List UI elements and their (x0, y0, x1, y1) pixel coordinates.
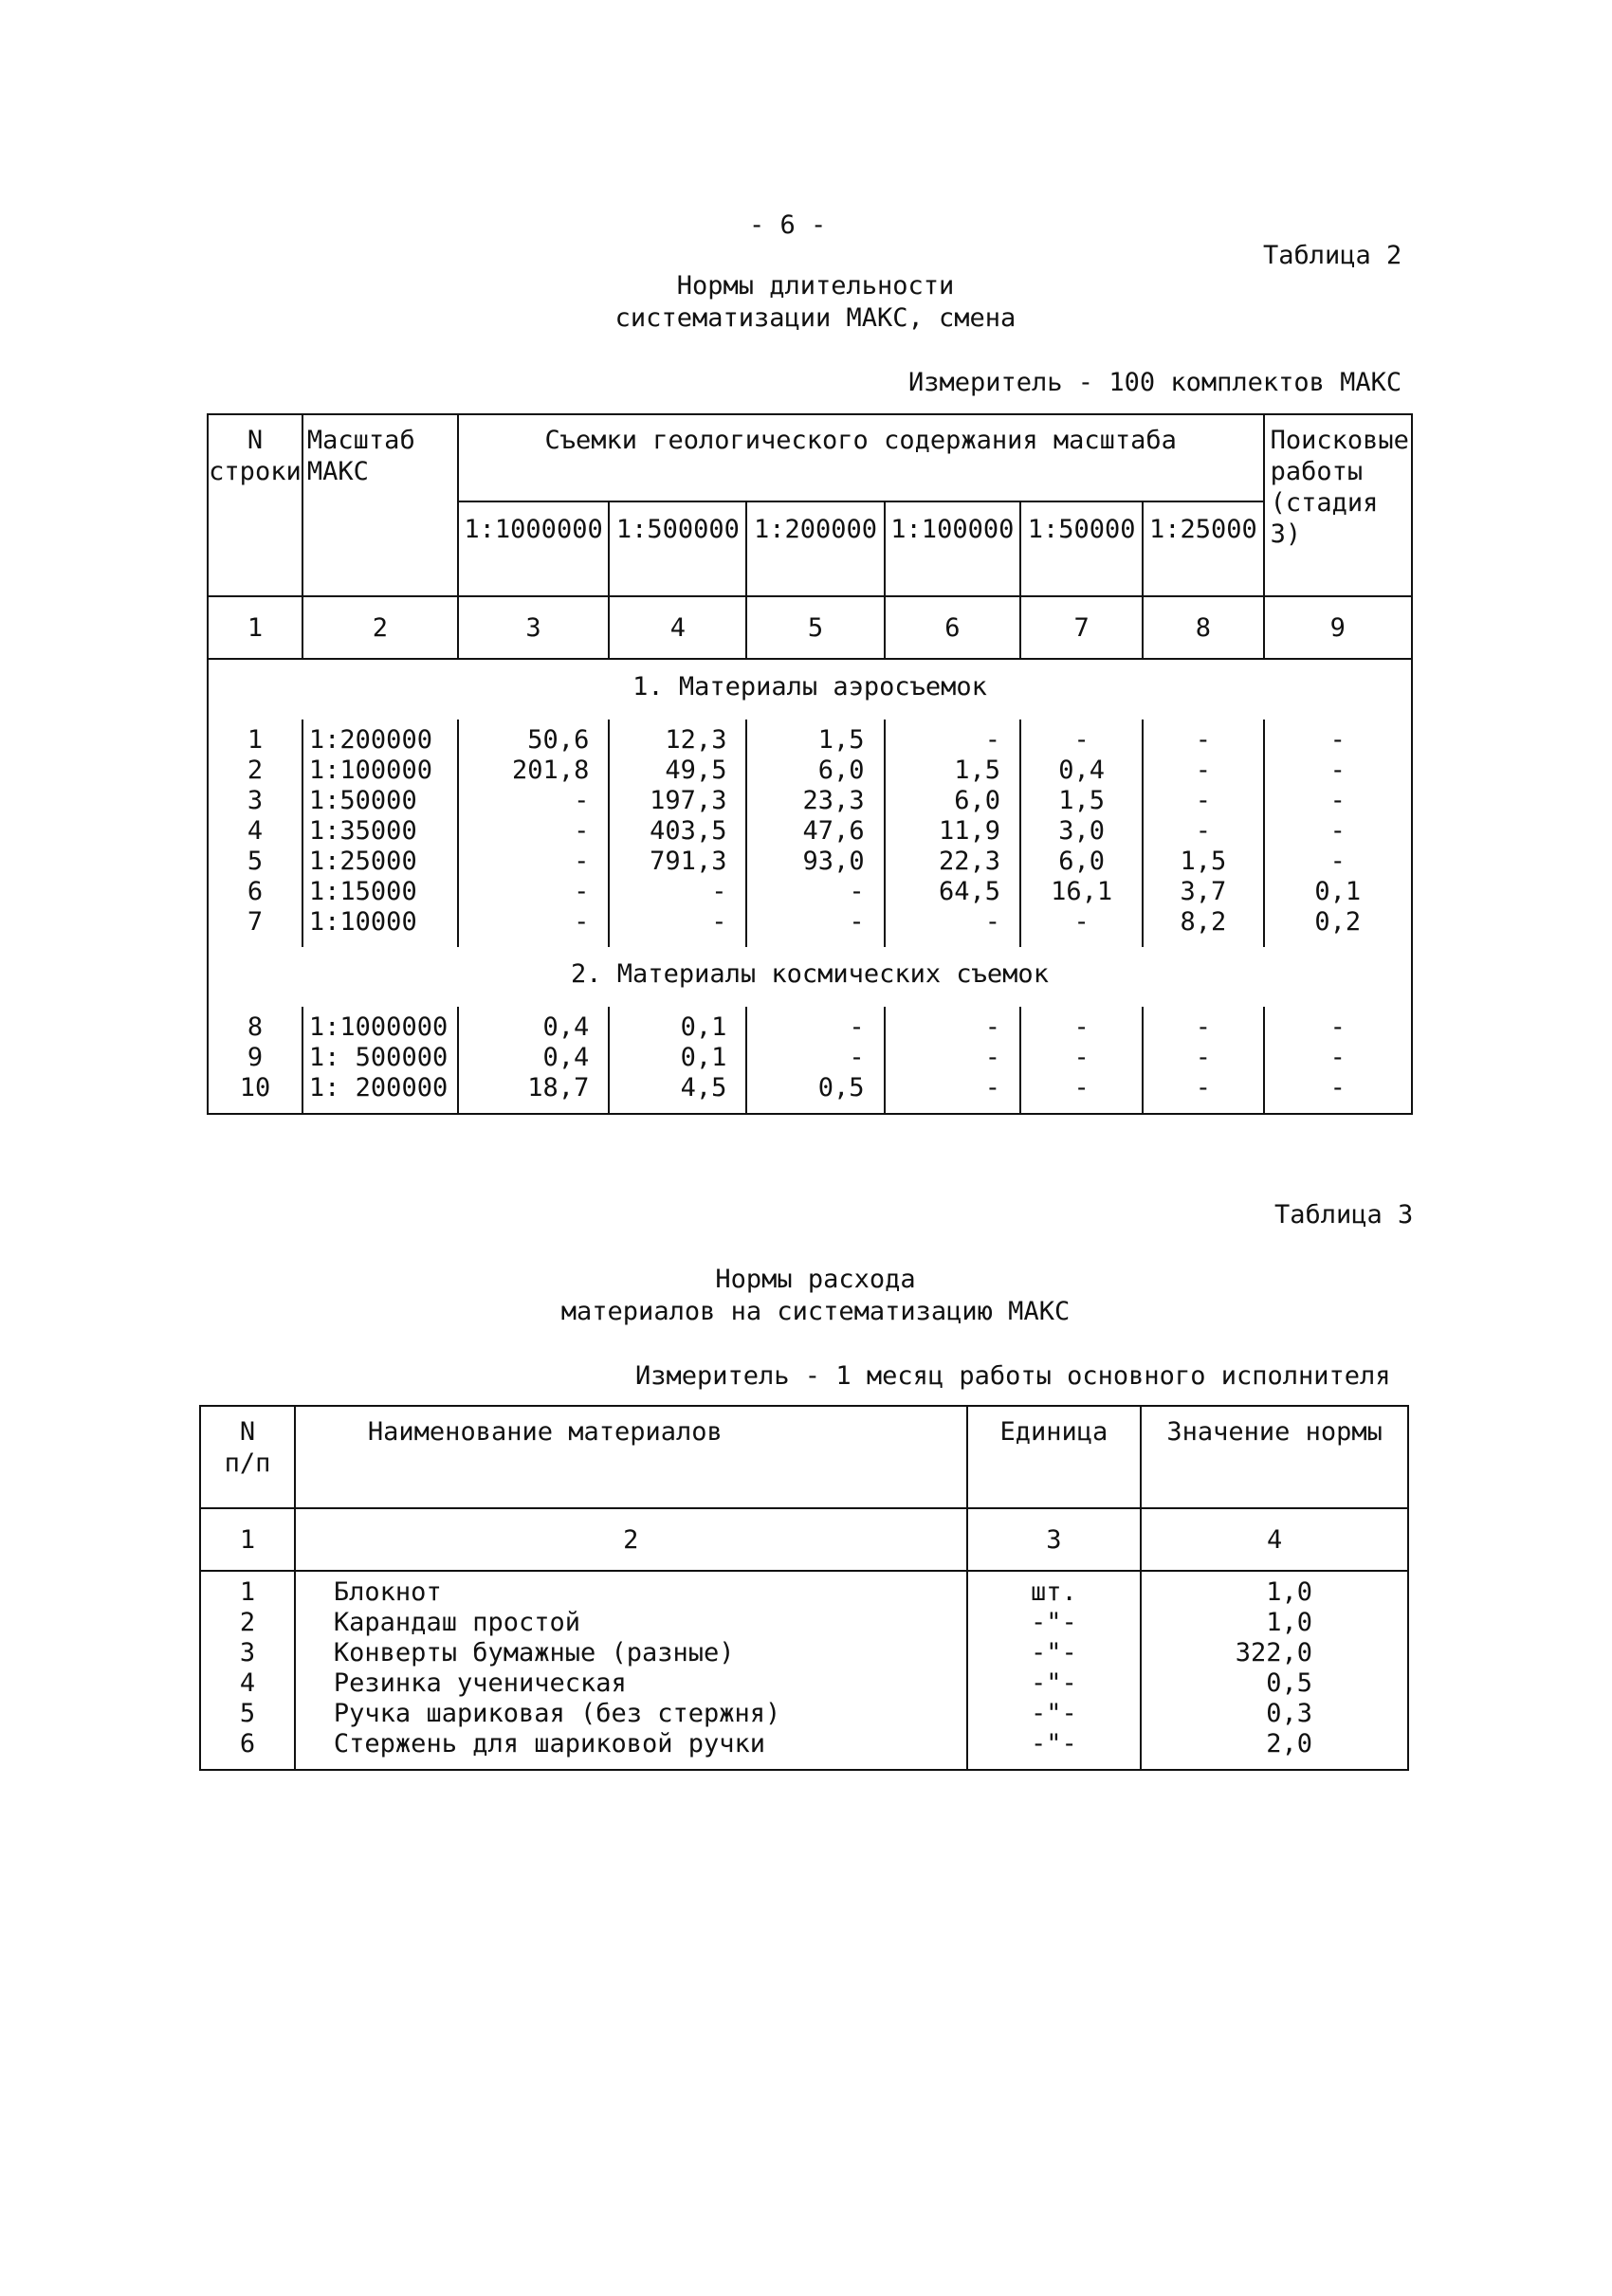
table-row (208, 816, 1412, 847)
value-cell: - (1143, 786, 1263, 816)
table-row (208, 1043, 1412, 1073)
table2-col-number: 5 (746, 596, 884, 659)
table3-col-number: 1 (200, 1508, 295, 1571)
value-cell: - (1264, 847, 1412, 877)
table3-unit: Измеритель - 1 месяц работы основного исполнителя (635, 1361, 1391, 1391)
value-cell: - (885, 1007, 1020, 1043)
value-cell: - (746, 1007, 884, 1043)
value-cell: - (1143, 756, 1263, 786)
row-number-cell: 6 (200, 1729, 295, 1770)
value-cell: - (1264, 756, 1412, 786)
value-cell: 0,5 (746, 1073, 884, 1114)
value-cell: - (1143, 816, 1263, 847)
row-number-cell: 1 (200, 1571, 295, 1608)
unit-cell: -"- (967, 1668, 1142, 1699)
value-cell: - (1143, 1073, 1263, 1114)
value-cell: 0,4 (458, 1007, 610, 1043)
value-cell: - (1264, 786, 1412, 816)
table2-header-scale: Масштаб МАКС (302, 414, 458, 596)
table2-col-number: 3 (458, 596, 610, 659)
value-cell: 0,1 (609, 1043, 746, 1073)
value-cell: 1,5 (885, 756, 1020, 786)
table-row (208, 1073, 1412, 1114)
value-cell: - (885, 720, 1020, 756)
value-cell: - (1264, 1073, 1412, 1114)
value-cell: - (1020, 1073, 1143, 1114)
value-cell: 1,5 (1143, 847, 1263, 877)
scale-cell: 1:25000 (302, 847, 458, 877)
table2-col-number: 6 (885, 596, 1020, 659)
row-number-cell: 2 (208, 756, 302, 786)
value-cell: - (1264, 816, 1412, 847)
table3-label: Таблица 3 (1274, 1200, 1414, 1230)
material-name-cell: Ручка шариковая (без стержня) (295, 1699, 967, 1729)
table3-header-unit: Единица (967, 1406, 1142, 1508)
table3-col-number: 2 (295, 1508, 967, 1571)
table2-header-scale-4: 1:100000 (885, 501, 1020, 596)
unit-cell: -"- (967, 1638, 1142, 1668)
table-row (200, 1571, 1408, 1608)
scale-cell: 1:100000 (302, 756, 458, 786)
row-number-cell: 1 (208, 720, 302, 756)
value-cell: - (458, 847, 610, 877)
table2-section-title: 2. Материалы космических съемок (571, 959, 1049, 989)
table2-header-row-number: N строки (208, 414, 302, 596)
scale-cell: 1:1000000 (302, 1007, 458, 1043)
table3-header-number: N п/п (200, 1406, 295, 1508)
material-name-cell: Блокнот (295, 1571, 967, 1608)
norm-value-cell: 322,0 (1141, 1638, 1408, 1668)
scale-cell: 1: 200000 (302, 1073, 458, 1114)
scale-cell: 1: 500000 (302, 1043, 458, 1073)
row-number-cell: 4 (208, 816, 302, 847)
value-cell: 16,1 (1020, 877, 1143, 907)
value-cell: - (1143, 720, 1263, 756)
table-row (208, 907, 1412, 947)
row-number-cell: 2 (200, 1608, 295, 1638)
value-cell: - (458, 816, 610, 847)
value-cell: 0,4 (458, 1043, 610, 1073)
value-cell: 0,1 (609, 1007, 746, 1043)
value-cell: 0,4 (1020, 756, 1143, 786)
table2-col-number: 7 (1020, 596, 1143, 659)
table2-title-line1: Нормы длительности (676, 271, 955, 301)
table-row (208, 877, 1412, 907)
table3-title-line1: Нормы расхода (715, 1265, 916, 1294)
table-row (208, 847, 1412, 877)
value-cell: - (1264, 720, 1412, 756)
table-row (208, 756, 1412, 786)
value-cell: - (458, 907, 610, 947)
scale-cell: 1:50000 (302, 786, 458, 816)
value-cell: 18,7 (458, 1073, 610, 1114)
norm-value-cell: 0,3 (1141, 1699, 1408, 1729)
value-cell: 791,3 (609, 847, 746, 877)
table-row (208, 1007, 1412, 1043)
row-number-cell: 5 (200, 1699, 295, 1729)
value-cell: - (1264, 1007, 1412, 1043)
norm-value-cell: 1,0 (1141, 1571, 1408, 1608)
value-cell: - (1020, 720, 1143, 756)
row-number-cell: 7 (208, 907, 302, 947)
scale-cell: 1:10000 (302, 907, 458, 947)
row-number-cell: 5 (208, 847, 302, 877)
value-cell: 0,2 (1264, 907, 1412, 947)
row-number-cell: 10 (208, 1073, 302, 1114)
table-row (208, 720, 1412, 756)
unit-cell: -"- (967, 1699, 1142, 1729)
row-number-cell: 4 (200, 1668, 295, 1699)
material-name-cell: Карандаш простой (295, 1608, 967, 1638)
table2-header-group: Съемки геологического содержания масштаба (458, 414, 1264, 501)
table2-header-scale-3: 1:200000 (746, 501, 884, 596)
value-cell: 3,7 (1143, 877, 1263, 907)
table2 (207, 413, 1413, 1115)
row-number-cell: 9 (208, 1043, 302, 1073)
material-name-cell: Стержень для шариковой ручки (295, 1729, 967, 1770)
value-cell: 3,0 (1020, 816, 1143, 847)
value-cell: - (609, 907, 746, 947)
table-row (200, 1638, 1408, 1668)
table-row (200, 1668, 1408, 1699)
table2-col-number: 2 (302, 596, 458, 659)
table3-col-number: 4 (1141, 1508, 1408, 1571)
table2-unit: Измеритель - 100 комплектов МАКС (908, 368, 1402, 397)
table3-header-value: Значение нормы (1141, 1406, 1408, 1508)
unit-cell: -"- (967, 1608, 1142, 1638)
scale-cell: 1:15000 (302, 877, 458, 907)
value-cell: 6,0 (885, 786, 1020, 816)
table3-header-name: Наименование материалов (295, 1406, 967, 1508)
norm-value-cell: 0,5 (1141, 1668, 1408, 1699)
value-cell: - (1143, 1007, 1263, 1043)
value-cell: 11,9 (885, 816, 1020, 847)
table-row (208, 786, 1412, 816)
table2-header-scale-1: 1:1000000 (458, 501, 610, 596)
table2-section-title: 1. Материалы аэросъемок (632, 672, 987, 702)
value-cell: 1,5 (746, 720, 884, 756)
value-cell: - (885, 1073, 1020, 1114)
value-cell: - (458, 877, 610, 907)
value-cell: 197,3 (609, 786, 746, 816)
table-row (200, 1608, 1408, 1638)
value-cell: 403,5 (609, 816, 746, 847)
table2-col-number: 9 (1264, 596, 1412, 659)
row-number-cell: 8 (208, 1007, 302, 1043)
value-cell: 12,3 (609, 720, 746, 756)
value-cell: - (1020, 1043, 1143, 1073)
scale-cell: 1:200000 (302, 720, 458, 756)
table2-header-scale-5: 1:50000 (1020, 501, 1143, 596)
material-name-cell: Резинка ученическая (295, 1668, 967, 1699)
value-cell: 1,5 (1020, 786, 1143, 816)
row-number-cell: 3 (200, 1638, 295, 1668)
value-cell: 50,6 (458, 720, 610, 756)
table3 (199, 1405, 1409, 1771)
table2-col-number: 4 (609, 596, 746, 659)
value-cell: 6,0 (1020, 847, 1143, 877)
table2-header-scale-2: 1:500000 (609, 501, 746, 596)
value-cell: - (1143, 1043, 1263, 1073)
value-cell: - (746, 907, 884, 947)
row-number-cell: 6 (208, 877, 302, 907)
value-cell: 201,8 (458, 756, 610, 786)
value-cell: - (1264, 1043, 1412, 1073)
value-cell: 4,5 (609, 1073, 746, 1114)
value-cell: 22,3 (885, 847, 1020, 877)
table-row (200, 1699, 1408, 1729)
page-number: - 6 - (749, 210, 827, 240)
value-cell: 23,3 (746, 786, 884, 816)
table-row (200, 1729, 1408, 1770)
value-cell: 8,2 (1143, 907, 1263, 947)
value-cell: - (1020, 907, 1143, 947)
value-cell: 64,5 (885, 877, 1020, 907)
value-cell: 49,5 (609, 756, 746, 786)
value-cell: - (746, 1043, 884, 1073)
row-number-cell: 3 (208, 786, 302, 816)
table2-header-search-works: Поисковые работы (стадия 3) (1264, 414, 1412, 596)
table2-header-scale-6: 1:25000 (1143, 501, 1263, 596)
material-name-cell: Конверты бумажные (разные) (295, 1638, 967, 1668)
unit-cell: -"- (967, 1729, 1142, 1770)
value-cell: 0,1 (1264, 877, 1412, 907)
value-cell: - (746, 877, 884, 907)
table2-label: Таблица 2 (1263, 241, 1402, 270)
value-cell: - (885, 1043, 1020, 1073)
value-cell: 93,0 (746, 847, 884, 877)
value-cell: - (1020, 1007, 1143, 1043)
norm-value-cell: 1,0 (1141, 1608, 1408, 1638)
value-cell: - (885, 907, 1020, 947)
table2-title-line2: систематизации МАКС, смена (614, 303, 1017, 333)
table2-col-number: 8 (1143, 596, 1263, 659)
table3-title-line2: материалов на систематизацию МАКС (560, 1297, 1071, 1326)
unit-cell: шт. (967, 1571, 1142, 1608)
norm-value-cell: 2,0 (1141, 1729, 1408, 1770)
value-cell: 6,0 (746, 756, 884, 786)
value-cell: - (458, 786, 610, 816)
scale-cell: 1:35000 (302, 816, 458, 847)
table2-col-number: 1 (208, 596, 302, 659)
value-cell: 47,6 (746, 816, 884, 847)
table3-col-number: 3 (967, 1508, 1142, 1571)
value-cell: - (609, 877, 746, 907)
